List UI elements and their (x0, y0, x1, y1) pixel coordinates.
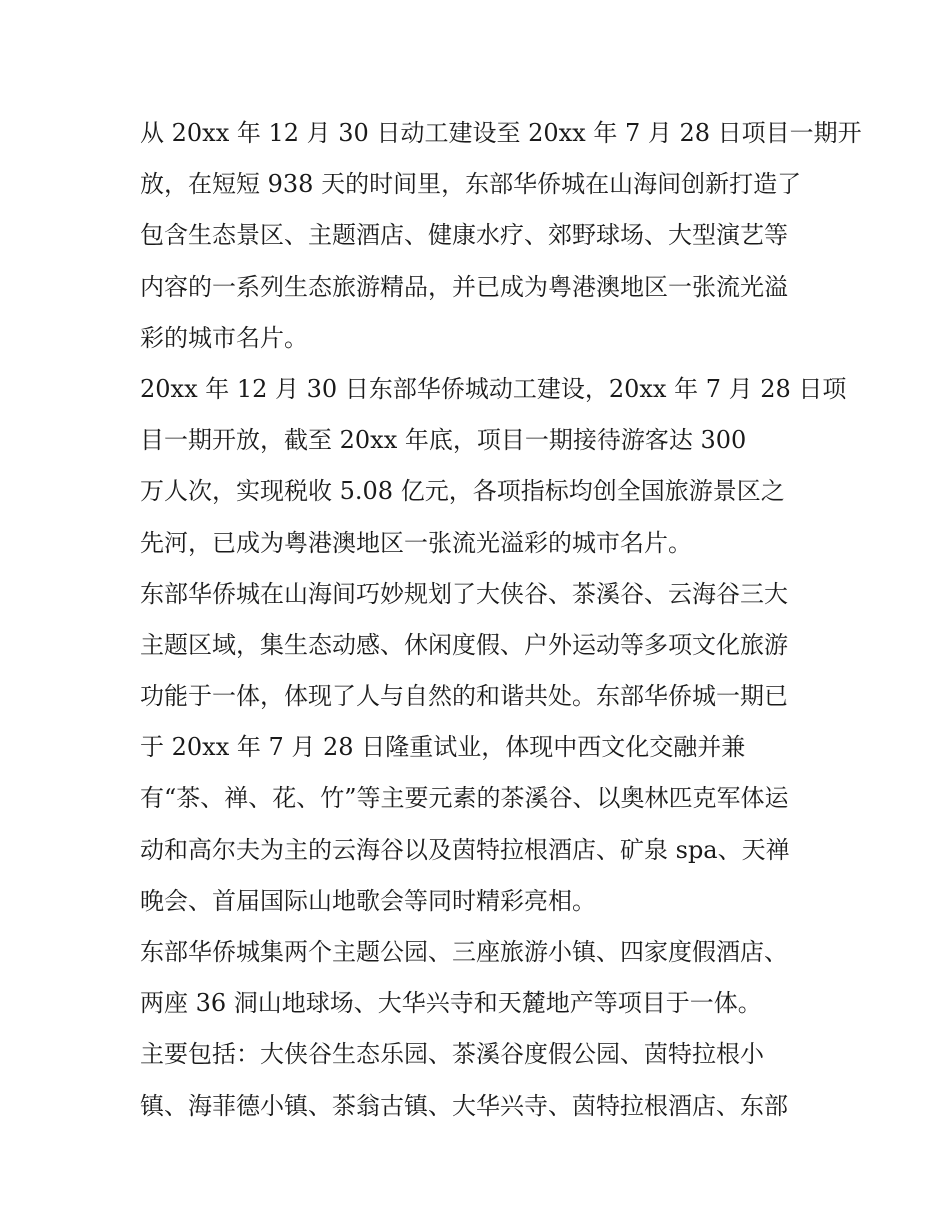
text-line: 先河，已成为粤港澳地区一张流光溢彩的城市名片。 (140, 528, 692, 557)
text-line: 晚会、首届国际山地歌会等同时精彩亮相。 (140, 886, 596, 915)
text-line: 彩的城市名片。 (140, 323, 308, 352)
text-line: 东部华侨城在山海间巧妙规划了大侠谷、茶溪谷、云海谷三大 (140, 579, 788, 608)
text-line: 主要包括：大侠谷生态乐园、茶溪谷度假公园、茵特拉根小 (140, 1040, 764, 1069)
text-line: 功能于一体，体现了人与自然的和谐共处。东部华侨城一期已 (140, 682, 788, 711)
text-line: 东部华侨城集两个主题公园、三座旅游小镇、四家度假酒店、 (140, 938, 788, 966)
document-body (140, 108, 862, 1132)
text-line: 两座 36 洞山地球场、大华兴寺和天麓地产等项目于一体。 (140, 989, 762, 1018)
text-line: 20xx 年 12 月 30 日东部华侨城动工建设，20xx 年 7 月 28 日项 (140, 374, 847, 403)
text-line: 从 20xx 年 12 月 30 日动工建设至 20xx 年 7 月 28 日项目一期开 (140, 119, 862, 147)
text-line: 万人次，实现税收 5.08 亿元，各项指标均创全国旅游景区之 (140, 477, 785, 506)
text-line: 放，在短短 938 天的时间里，东部华侨城在山海间创新打造了 (140, 170, 802, 199)
text-line: 主题区域，集生态动感、休闲度假、户外运动等多项文化旅游 (140, 630, 788, 659)
text-line: 有“茶、禅、花、竹”等主要元素的茶溪谷、以奥林匹克军体运 (140, 784, 789, 813)
text-line: 于 20xx 年 7 月 28 日隆重试业，体现中西文化交融并兼 (140, 733, 746, 762)
text-line: 包含生态景区、主题酒店、健康水疗、郊野球场、大型演艺等 (140, 221, 788, 250)
text-line: 镇、海菲德小镇、茶翁古镇、大华兴寺、茵特拉根酒店、东部 (140, 1091, 788, 1120)
text-line: 目一期开放，截至 20xx 年底，项目一期接待游客达 300 (140, 426, 747, 455)
text-line: 动和高尔夫为主的云海谷以及茵特拉根酒店、矿泉 spa、天禅 (140, 835, 790, 864)
text-line: 内容的一系列生态旅游精品，并已成为粤港澳地区一张流光溢 (140, 272, 788, 301)
